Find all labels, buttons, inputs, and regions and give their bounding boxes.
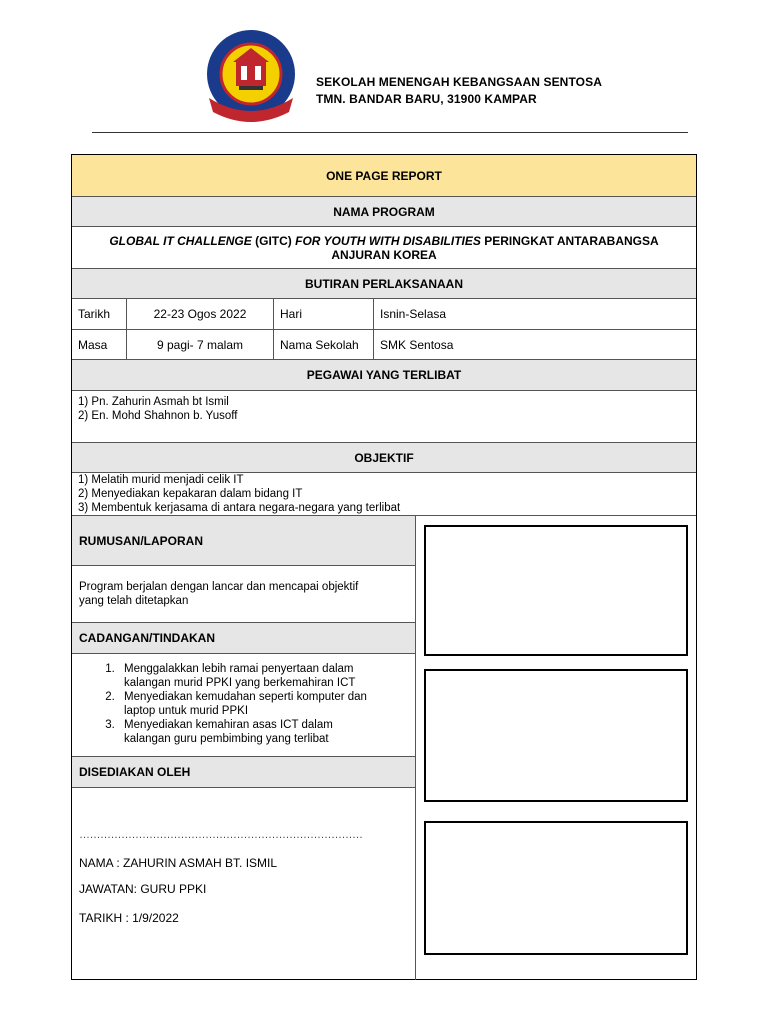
actions-list: [72, 662, 415, 746]
summary-text: [79, 580, 358, 608]
details-row-2: [72, 330, 696, 360]
objective-heading-row: [72, 443, 696, 473]
header-divider: [92, 132, 688, 133]
hari-value: Isnin-Selasa: [380, 307, 447, 321]
prepared-date: TARIKH : 1/9/2022: [79, 911, 179, 925]
report-title: ONE PAGE REPORT: [326, 168, 442, 183]
list-item: 2) Menyediakan kepakaran dalam bidang IT: [78, 488, 303, 500]
program-name-part1: GLOBAL IT CHALLENGE: [109, 233, 252, 248]
program-name-row: [72, 227, 696, 269]
action-1-line-1: 1. Menggalakkan lebih ramai penyertaan dalam: [124, 663, 354, 675]
action-1-line-2: kalangan murid PPKI yang berkemahiran ICT: [124, 677, 356, 689]
prepared-heading: DISEDIAKAN OLEH: [79, 765, 191, 779]
school-crest-icon: [203, 28, 299, 124]
list-item: [118, 662, 415, 690]
officers-heading: PEGAWAI YANG TERLIBAT: [306, 368, 462, 382]
photo-frame-3: [424, 821, 688, 955]
action-3-line-2: kalangan guru pembimbing yang terlibat: [124, 733, 329, 745]
program-name-line2: ANJURAN KOREA: [331, 247, 437, 262]
photo-frame-1: [424, 525, 688, 656]
objective-row: [72, 473, 696, 516]
officers-heading-row: [72, 360, 696, 391]
hari-label: Hari: [274, 299, 374, 329]
list-item: 1) Pn. Zahurin Asmah bt Ismil: [78, 396, 229, 408]
action-heading: CADANGAN/TINDAKAN: [79, 631, 215, 645]
program-name-part4: PERINGKAT ANTARABANGSA: [480, 233, 659, 248]
program-name-part3: FOR YOUTH WITH DISABILITIES: [295, 233, 481, 248]
signature-line: ………………………………………………………………………: [79, 829, 363, 841]
program-heading: NAMA PROGRAM: [333, 204, 435, 219]
details-row-1: [72, 299, 696, 330]
summary-heading: RUMUSAN/LAPORAN: [79, 533, 203, 548]
summary-line-2: yang telah ditetapkan: [79, 595, 189, 607]
tarikh-label: Tarikh: [72, 299, 127, 329]
masa-value: 9 pagi- 7 malam: [127, 330, 274, 359]
left-column: [72, 516, 416, 980]
action-3-line-1: 3. Menyediakan kemahiran asas ICT dalam: [124, 719, 333, 731]
action-heading-row: [72, 622, 415, 654]
program-name-part2: (GITC): [251, 233, 296, 248]
photo-frame-2: [424, 669, 688, 802]
prepared-name: NAMA : ZAHURIN ASMAH BT. ISMIL: [79, 856, 278, 870]
tarikh-value: 22-23 Ogos 2022: [127, 299, 274, 329]
officers-list: [78, 395, 237, 423]
prepared-position: JAWATAN: GURU PPKI: [79, 882, 207, 896]
details-heading: BUTIRAN PERLAKSANAAN: [305, 276, 463, 291]
report-title-row: [72, 155, 696, 197]
school-address: TMN. BANDAR BARU, 31900 KAMPAR: [316, 92, 537, 106]
details-heading-row: [72, 269, 696, 299]
school-name: SEKOLAH MENENGAH KEBANGSAAN SENTOSA: [316, 75, 602, 89]
action-2-line-1: 2. Menyediakan kemudahan seperti komputer dan: [124, 691, 367, 703]
list-item: 3) Membentuk kerjasama di antara negara-negara yang terlibat: [78, 502, 401, 514]
action-2-line-2: laptop untuk murid PPKI: [124, 705, 249, 717]
objective-heading: OBJEKTIF: [354, 450, 414, 465]
list-item: [118, 690, 415, 718]
program-name: [109, 234, 658, 248]
officers-row: [72, 391, 696, 443]
school-header: [316, 74, 602, 108]
summary-line-1: Program berjalan dengan lancar dan mencapai objektif: [79, 581, 359, 593]
masa-label: Masa: [72, 330, 127, 359]
program-heading-row: [72, 197, 696, 227]
sekolah-label: Nama Sekolah: [274, 330, 374, 359]
objectives-list: [78, 473, 400, 515]
school-logo: [203, 28, 299, 124]
summary-heading-row: [72, 516, 415, 566]
list-item: 2) En. Mohd Shahnon b. Yusoff: [78, 410, 238, 422]
report-sheet: [71, 154, 697, 980]
sekolah-value: SMK Sentosa: [380, 337, 454, 352]
list-item: 1) Melatih murid menjadi celik IT: [78, 474, 244, 486]
list-item: [118, 718, 415, 746]
prepared-heading-row: [72, 756, 415, 788]
